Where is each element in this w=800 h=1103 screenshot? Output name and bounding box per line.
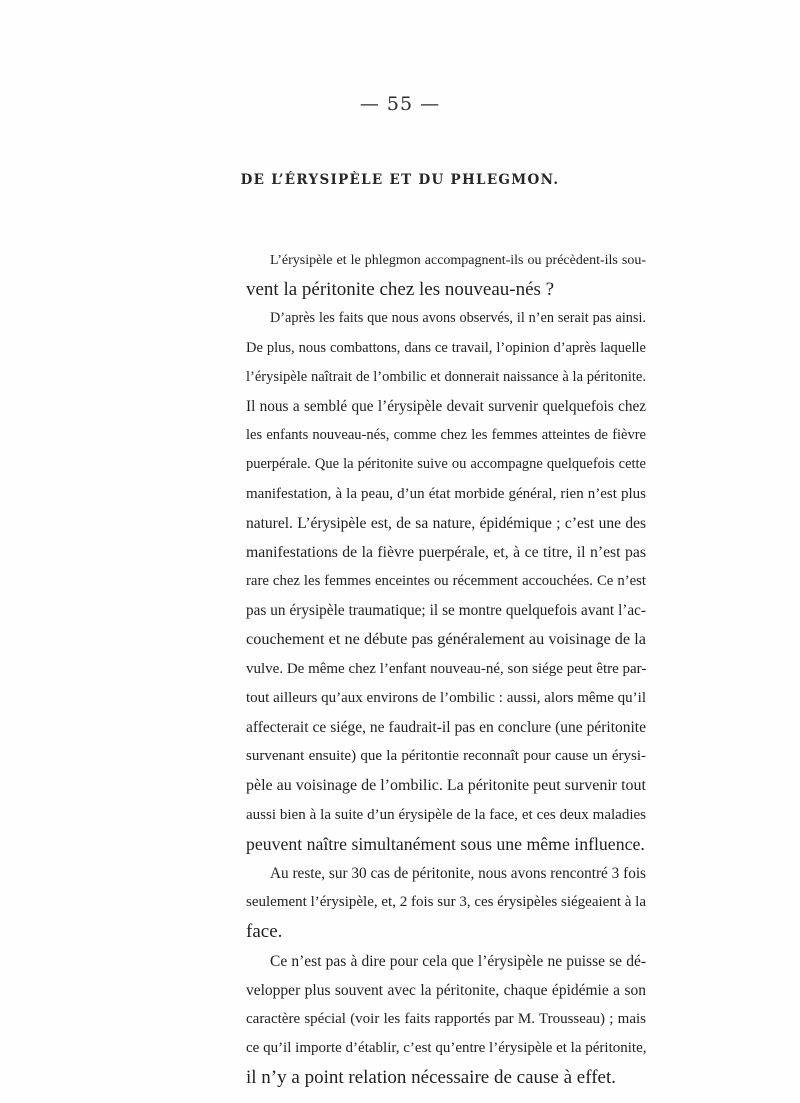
body-text — [246, 246, 646, 1092]
text-line: manifestations de la fièvre puerpérale, et, à ce titre, il n’est pas — [246, 543, 646, 561]
text-line: peuvent naître simultanément sous une même influence. — [246, 833, 645, 854]
text-line: face. — [246, 921, 283, 943]
text-line: velopper plus souvent avec la péritonite, chaque épidémie a son — [246, 981, 646, 999]
section-heading: DE L’ÉRYSIPÈLE ET DU PHLEGMON. — [240, 172, 560, 188]
text-line: il n’y a point relation nécessaire de cause à effet. — [246, 1067, 616, 1089]
text-line: pèle au voisinage de l’ombilic. La péritonite peut survenir tout — [246, 777, 646, 795]
text-line: De plus, nous combattons, dans ce travail, l’opinion d’après laquelle — [246, 339, 646, 356]
text-line: manifestation, à la peau, d’un état morbide général, rien n’est plus — [246, 485, 646, 502]
text-line: Il nous a semblé que l’érysipèle devait survenir quelquefois chez — [246, 397, 646, 415]
text-line: tout ailleurs qu’aux environs de l’ombilic : aussi, alors même qu’il — [246, 689, 646, 706]
text-line: L’érysipèle et le phlegmon accompagnent-ils ou précèdent-ils sou- — [270, 253, 646, 268]
text-line: Au reste, sur 30 cas de péritonite, nous avons rencontré 3 fois — [270, 864, 646, 882]
page-number: — 55 — — [359, 93, 441, 115]
text-line: vent la péritonite chez les nouveau-nés ? — [246, 279, 555, 301]
text-line: seulement l’érysipèle, et, 2 fois sur 3, ces érysipèles siégeaient à la — [246, 894, 646, 911]
text-line: couchement et ne débute pas généralement au voisinage de la — [246, 630, 646, 649]
text-line: caractère spécial (voir les faits rapportés par M. Trousseau) ; mais — [246, 1010, 646, 1027]
text-line: rare chez les femmes enceintes ou récemment accouchées. Ce n’est — [246, 573, 646, 590]
text-line: ce qu’il importe d’établir, c’est qu’entre l’érysipèle et la péritonite, — [246, 1040, 646, 1057]
text-line: affecterait ce siége, ne faudrait-il pas en conclure (une péritonite — [246, 719, 646, 736]
text-line: puerpérale. Que la péritonite suive ou accompagne quelquefois cette — [246, 456, 646, 473]
text-line: l’érysipèle naîtrait de l’ombilic et donnerait naissance à la péritonite. — [246, 368, 646, 385]
text-line: Ce n’est pas à dire pour cela que l’érysipèle ne puisse se dé- — [270, 952, 646, 970]
text-line: vulve. De même chez l’enfant nouveau-né, son siége peut être par- — [246, 660, 646, 677]
text-line: aussi bien à la suite d’un érysipèle de la face, et ces deux maladies — [246, 806, 646, 823]
text-line: pas un érysipèle traumatique; il se montre quelquefois avant l’ac- — [246, 602, 646, 620]
text-line: D’après les faits que nous avons observés, il n’en serait pas ainsi. — [270, 310, 646, 327]
text-line: les enfants nouveau-nés, comme chez les femmes atteintes de fièvre — [246, 427, 646, 444]
text-line: naturel. L’érysipèle est, de sa nature, épidémique ; c’est une des — [246, 514, 646, 532]
text-line: survenant ensuite) que la péritontie reconnaît pour cause un érysi- — [246, 748, 646, 765]
